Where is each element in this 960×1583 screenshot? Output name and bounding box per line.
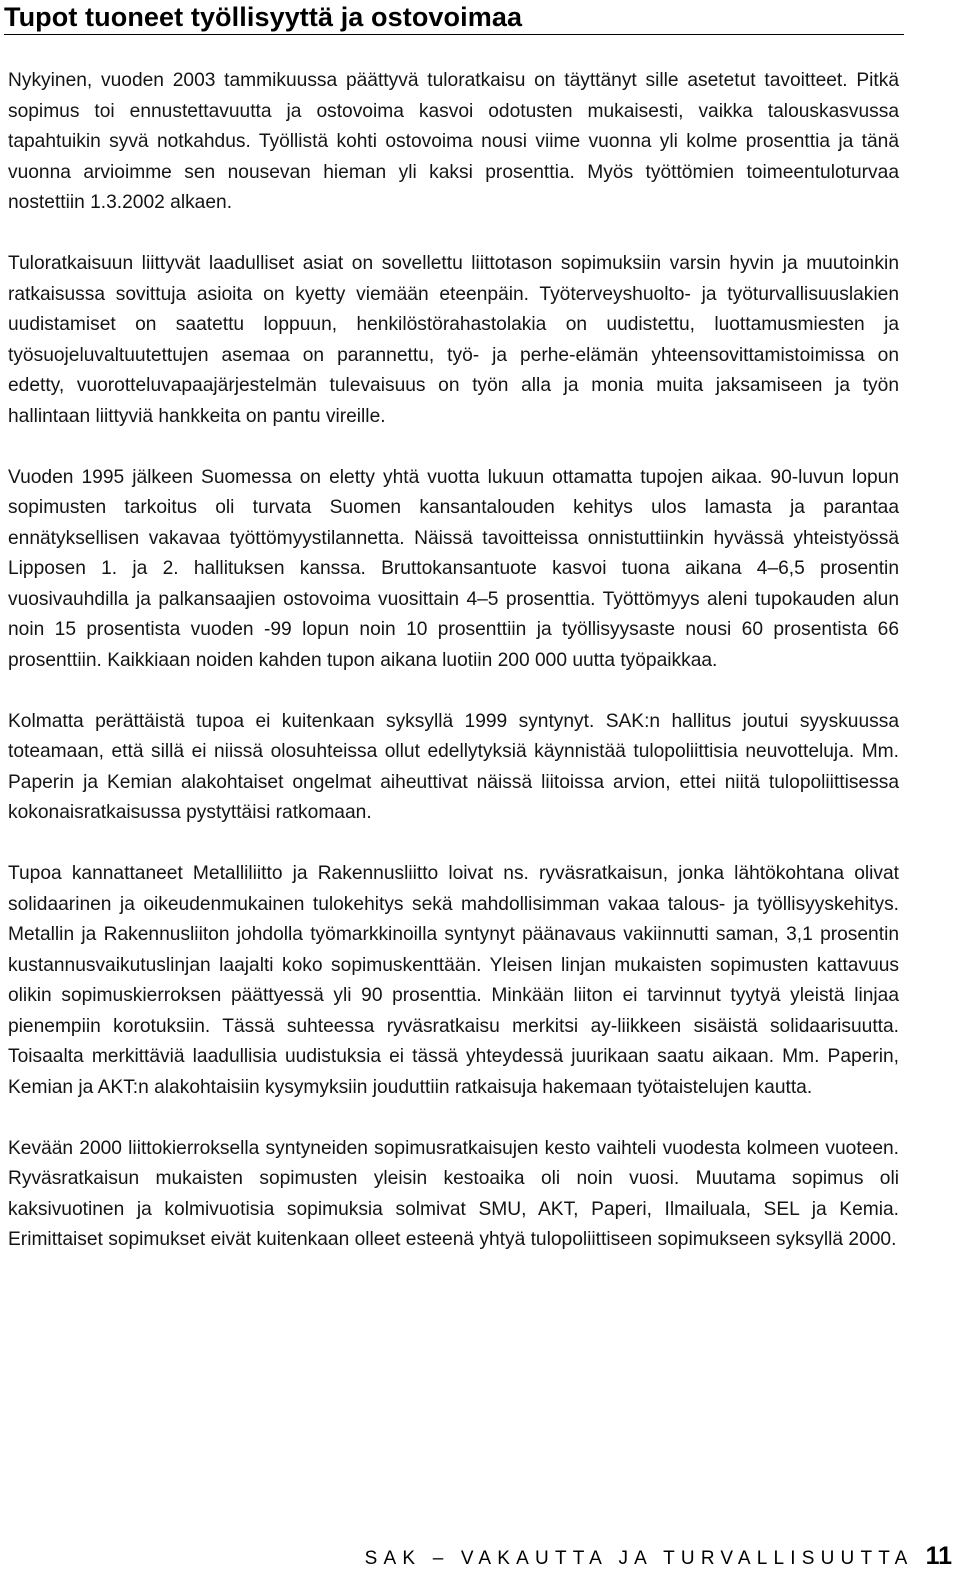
- footer-slogan: SAK – VAKAUTTA JA TURVALLISUUTTA: [364, 1548, 914, 1569]
- page-footer: [365, 1542, 952, 1576]
- paragraph-4: Kolmatta perättäistä tupoa ei kuitenkaan syksyllä 1999 syntynyt. SAK:n hallitus joutui syyskuussa toteamaan, että sillä ei niissä olosuhteissa ollut edellytyksiä käynnistää tulopoliittisia neuvotteluja. Mm. Paperin ja Kemian alakohtaiset ongelmat aiheuttivat näissä liitoissa arvion, ettei niitä tulopoliittisessa kokonaisratkaisussa pystyttäisi ratkomaan.: [8, 710, 899, 823]
- paragraph-1: Nykyinen, vuoden 2003 tammikuussa päättyvä tuloratkaisu on täyttänyt sille asetetut tavoitteet. Pitkä sopimus toi ennustettavuutta ja ostovoima kasvoi odotusten mukaisesti, vaikka talouskasvussa tapahtuikin syvä notkahdus. Työllistä kohti ostovoima nousi viime vuonna yli kolme prosenttia ja tänä vuonna arvioimme sen nousevan hieman yli kaksi prosenttia. Myös työttömien toimeentuloturvaa nostettiin 1.3.2002 alkaen.: [8, 70, 899, 213]
- paragraph-6: Kevään 2000 liittokierroksella syntyneiden sopimusratkaisujen kesto vaihteli vuodesta kolmeen vuoteen. Ryväsratkaisun mukaisten sopimusten yleisin kestoaika oli noin vuosi. Muutama sopimus oli kaksivuotinen ja kolmivuotisia sopimuksia solmivat SMU, AKT, Paperi, Ilmailuala, SEL ja Kemia. Erimittaiset sopimukset eivät kuitenkaan olleet esteenä yhtyä tulopoliittiseen sopimukseen syksyllä 2000.: [8, 1137, 899, 1250]
- paragraph-3: Vuoden 1995 jälkeen Suomessa on eletty yhtä vuotta lukuun ottamatta tupojen aikaa. 90-luvun lopun sopimusten tarkoitus oli turvata Suomen kansantalouden kehitys ulos lamasta ja parantaa ennätyksellisen vakavaa työttömyystilannetta. Näissä tavoitteissa onnistuttiinkin hyvässä yhteistyössä Lipposen 1. ja 2. hallituksen kanssa. Bruttokansantuote kasvoi tuona aikana 4–6,5 prosentin vuosivauhdilla ja palkansaajien ostovoima vuosittain 4–5 prosenttia. Työttömyys aleni tupokauden alun noin 15 prosentista vuoden -99 lopun noin 10 prosenttiin ja työllisyysaste nousi 60 prosentista 66 prosenttiin. Kaikkiaan noiden kahden tupon aikana luotiin 200 000 uutta työpaikkaa.: [8, 466, 899, 671]
- paragraph-2: Tuloratkaisuun liittyvät laadulliset asiat on sovellettu liittotason sopimuksiin varsin hyvin ja muutoinkin ratkaisussa sovittuja asioita on kyetty viemään eteenpäin. Työterveyshuolto- ja työturvallisuuslakien uudistamiset on saatettu loppuun, henkilöstörahastolakia on uudistettu, luottamusmiesten ja työsuojeluvaltuutettujen asemaa on parannettu, työ- ja perhe-elämän yhteensovittamistoimissa on edetty, vuorotteluvapaajärjestelmän tulevaisuus on työn alla ja monia muita jaksamiseen ja työn hallintaan liittyviä hankkeita on pantu vireille.: [8, 253, 899, 427]
- paragraph-5: Tupoa kannattaneet Metalliliitto ja Rakennusliitto loivat ns. ryväsratkaisun, jonka lähtökohtana olivat solidaarinen ja oikeudenmukainen tulokehitys sekä mahdollisimman vakaa talous- ja työllisyyskehitys. Metallin ja Rakennusliiton johdolla työmarkkinoilla syntynyt päänavaus vakiinnutti saman, 3,1 prosentin kustannusvaikutuslinjan laajalti koko sopimuskenttään. Yleisen linjan mukaisten sopimusten kattavuus olikin sopimuskierroksen päättyessä yli 90 prosenttia. Minkään liiton ei tarvinnut tyytyä yleistä linjaa pienempiin korotuksiin. Tässä suhteessa ryväsratkaisu merkitsi ay-liikkeen sisäistä solidaarisuutta. Toisaalta merkittäviä laadullisia uudistuksia ei tässä yhteydessä juurikaan saatu aikaan. Mm. Paperin, Kemian ja AKT:n alakohtaisiin kysymyksiin jouduttiin ratkaisuja hakemaan työtaistelujen kautta.: [8, 863, 899, 1098]
- page-number: 11: [925, 1542, 952, 1570]
- heading-underline-rule: [4, 34, 904, 35]
- article-body: [8, 66, 899, 1286]
- page-heading: Tupot tuoneet työllisyyttä ja ostovoimaa: [4, 2, 523, 32]
